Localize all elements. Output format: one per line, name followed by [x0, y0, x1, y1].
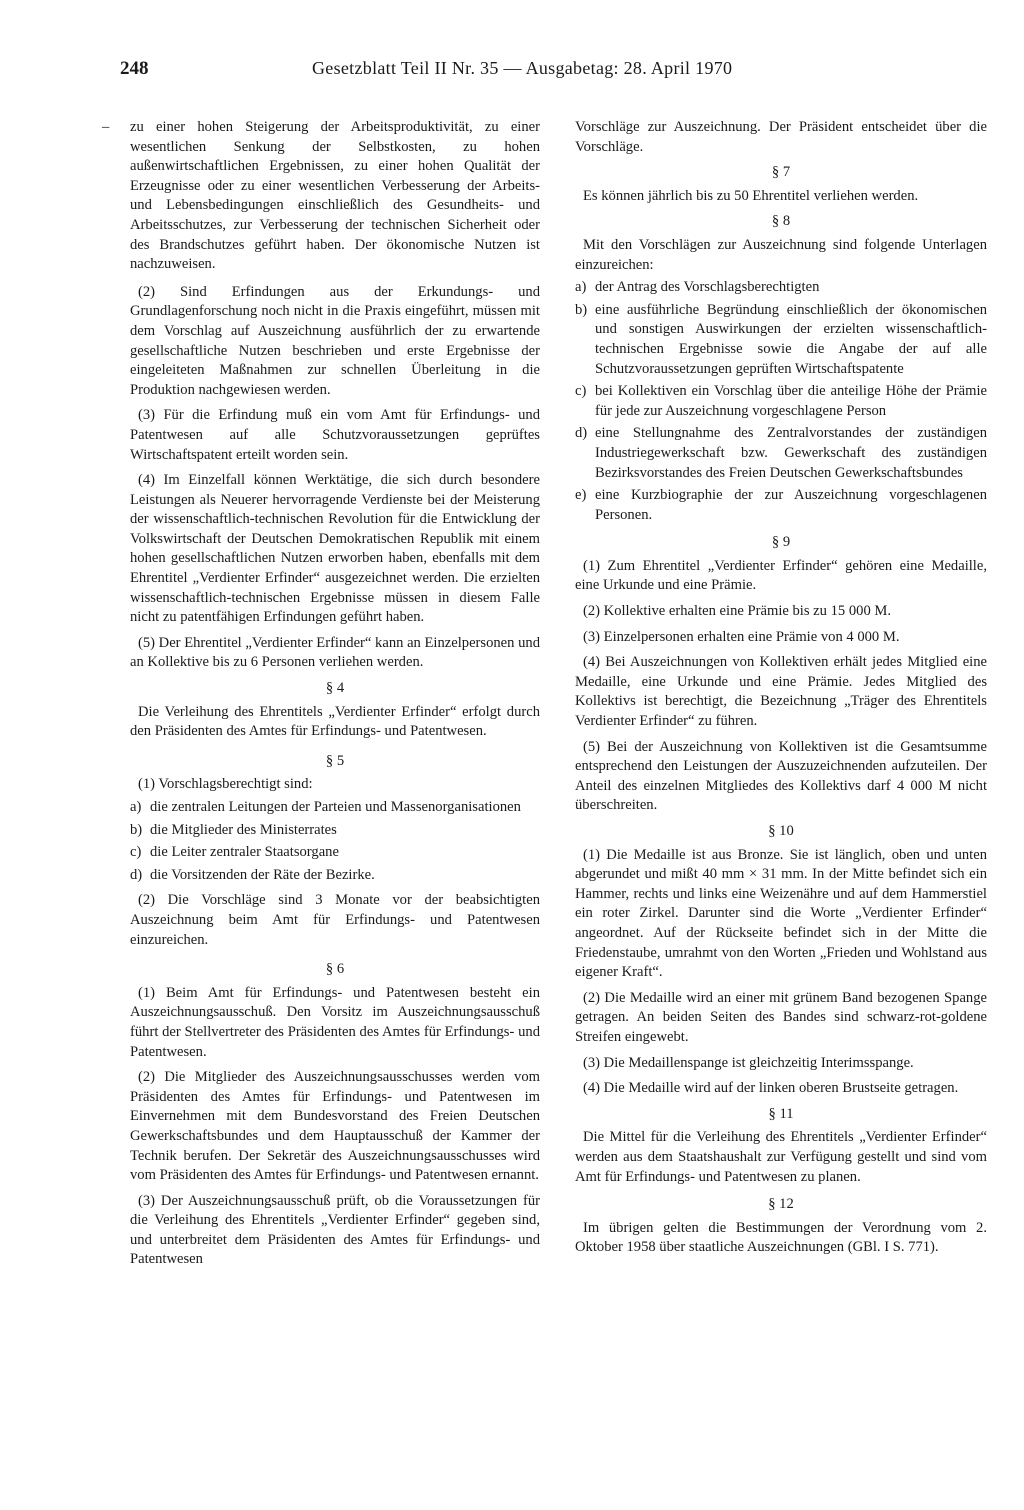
page-number: 248	[120, 58, 149, 79]
paragraph-3-2: (2) Sind Erfindungen aus der Erkundungs- und Grundlagenforschung noch nicht in die Praxis eingeführt, müssen mit dem Vorschlag auf Auszeichnung ausführlich der zu erwartende gesellschaftliche Nutzen beschrieben und erste Ergebnisse der eingeleiteten Maßnahmen zur schnellen Überleitung in die Produktion nachgewiesen werden.	[130, 283, 540, 398]
dash-bullet: –	[102, 119, 110, 135]
section-8-list	[575, 278, 987, 525]
list-label: d)	[575, 425, 588, 442]
paragraph-3-3: (3) Für die Erfindung muß ein vom Amt für Erfindungs- und Patentwesen auf alle Schutzvoraussetzungen geprüftes Wirtschaftspatent erteilt worden sein.	[130, 407, 540, 463]
list-text: die Leiter zentraler Staatsorgane	[150, 844, 339, 861]
list-item	[575, 278, 987, 298]
section-5-lead: (1) Vorschlagsberechtigt sind:	[138, 776, 313, 793]
list-label: c)	[130, 844, 142, 861]
section-6-paragraph-1: (1) Beim Amt für Erfindungs- und Patentwesen besteht ein Auszeichnungsausschuß. Den Vorsitz im Auszeichnungsausschuß führt der Stellvertreter des Präsidenten des Amtes für Erfindungs- und Patentwesen.	[130, 984, 540, 1060]
section-4-text: Die Verleihung des Ehrentitels „Verdienter Erfinder“ erfolgt durch den Präsidenten des Amtes für Erfindungs- und Patentwesen.	[130, 703, 540, 740]
page-header	[120, 58, 1020, 92]
section-9-paragraph-4: (4) Bei Auszeichnungen von Kollektiven erhält jedes Mitglied eine Medaille, eine Urkunde und eine Prämie. Jedes Mitglied des Kollektivs ist berechtigt, die Bezeichnung „Träger des Ehrentitels Verdienter Erfinder“ zu führen.	[575, 654, 987, 730]
section-9-paragraph-5: (5) Bei der Auszeichnung von Kollektiven ist die Gesamtsumme entsprechend den Leistungen der Auszuzeichnenden aufzuteilen. Der Anteil des einzelnen Mitgliedes des Kollektivs darf 4 000 M nicht überschreiten.	[575, 738, 987, 814]
section-7-text: Es können jährlich bis zu 50 Ehrentitel verliehen werden.	[583, 187, 919, 204]
section-11-text: Die Mittel für die Verleihung des Ehrentitels „Verdienter Erfinder“ werden aus dem Staatshaushalt zur Verfügung gestellt und sind vom Amt für Erfindungs- und Patentwesen zu planen.	[575, 1129, 987, 1185]
list-text: die Mitglieder des Ministerrates	[150, 821, 337, 838]
section-12-heading: § 12	[768, 1196, 794, 1213]
section-10-paragraph-3: (3) Die Medaillenspange ist gleichzeitig Interimsspange.	[583, 1054, 914, 1071]
section-5-paragraph-2: (2) Die Vorschläge sind 3 Monate vor der beabsichtigten Auszeichnung beim Amt für Erfindungs- und Patentwesen einzureichen.	[130, 892, 540, 948]
section-7-heading: § 7	[771, 164, 791, 181]
list-label: c)	[575, 383, 587, 400]
list-item	[130, 821, 540, 841]
section-9-heading: § 9	[771, 534, 791, 551]
list-text: eine Kurzbiographie der zur Auszeichnung vorgeschlagenen Personen.	[595, 487, 987, 523]
section-8-heading: § 8	[771, 213, 791, 230]
list-item	[130, 866, 540, 886]
dash-item-text: zu einer hohen Steigerung der Arbeitsproduktivität, zu einer wesentlichen Senkung der Selbstkosten, zu hohen außenwirtschaftlichen Ergebnissen, zu einer hohen Qualität der Erzeugnisse oder zu einer wesentlichen Verbesserung der Arbeits- und Lebensbedingungen einschließlich des Gesundheits- und Arbeitsschutzes, zur Verbesserung der technischen Sicherheit oder des Brandschutzes geführt haben. Der ökonomische Nutzen ist nachzuweisen.	[130, 119, 540, 273]
right-column	[575, 118, 987, 1264]
list-label: b)	[575, 301, 588, 318]
list-text: die zentralen Leitungen der Parteien und Massenorganisationen	[150, 799, 521, 815]
list-label: e)	[575, 487, 587, 504]
section-11-heading: § 11	[768, 1105, 794, 1122]
section-4-heading: § 4	[325, 680, 345, 697]
paragraph-3-5: (5) Der Ehrentitel „Verdienter Erfinder“ kann an Einzelpersonen und an Kollektive bis zu 6 Personen verliehen werden.	[130, 634, 540, 671]
list-item	[130, 798, 540, 818]
section-12-text: Im übrigen gelten die Bestimmungen der Verordnung vom 2. Oktober 1958 über staatliche Auszeichnungen (GBl. I S. 771).	[575, 1219, 987, 1256]
list-label: b)	[130, 821, 143, 838]
list-text: die Vorsitzenden der Räte der Bezirke.	[150, 866, 375, 883]
section-6-heading: § 6	[325, 961, 345, 978]
section-10-paragraph-4: (4) Die Medaille wird auf der linken oberen Brustseite getragen.	[583, 1080, 959, 1097]
list-text: der Antrag des Vorschlagsberechtigten	[595, 279, 820, 296]
paragraph-3-4: (4) Im Einzelfall können Werktätige, die sich durch besondere Leistungen als Neuerer hervorragende Verdienste bei der Meisterung der wissenschaftlich-technischen Revolution für die Entwicklung der Volkswirtschaft der Deutschen Demokratischen Republik mit einem hohen gesellschaftlichen Nutzen erworben haben, ebenfalls mit dem Ehrentitel „Verdienter Erfinder“ ausgezeichnet werden. Die erzielten wissenschaftlich-technischen Ergebnisse müssen in diesem Falle nicht zu patentfähigen Erfindungen geführt haben.	[130, 472, 540, 626]
section-6-paragraph-3: (3) Der Auszeichnungsausschuß prüft, ob die Voraussetzungen für die Verleihung des Ehrentitels „Verdienter Erfinder“ gegeben sind, und unterbreitet dem Präsidenten des Amtes für Erfindungs- und Patentwesen	[130, 1192, 540, 1268]
list-item	[575, 424, 987, 483]
section-9-paragraph-1: (1) Zum Ehrentitel „Verdienter Erfinder“ gehören eine Medaille, eine Urkunde und eine Prämie.	[575, 557, 987, 594]
list-item	[575, 301, 987, 379]
list-label: a)	[130, 799, 142, 815]
list-text: eine ausführliche Begründung einschließlich der ökonomischen und sonstigen Auswirkungen der erzielten wissenschaftlich-technischen Ergebnisse sowie die Angabe der auf alle Schutzvoraussetzungen geprüften Wirtschaftspatente	[595, 301, 987, 377]
continued-text: Vorschläge zur Auszeichnung. Der Präsident entscheidet über die Vorschläge.	[575, 119, 987, 155]
list-label: d)	[130, 866, 143, 883]
section-5-heading: § 5	[325, 752, 345, 769]
list-text: bei Kollektiven ein Vorschlag über die anteilige Höhe der Prämie für jede zur Auszeichnung vorgeschlagene Person	[595, 383, 987, 419]
section-8-lead: Mit den Vorschlägen zur Auszeichnung sind folgende Unterlagen einzureichen:	[575, 236, 987, 273]
list-label: a)	[575, 279, 587, 296]
section-10-heading: § 10	[768, 823, 794, 839]
section-5-list	[130, 798, 540, 885]
section-10-paragraph-2: (2) Die Medaille wird an einer mit grünem Band bezogenen Spange getragen. An beiden Seiten des Bandes sind schwarz-rot-goldene Streifen eingewebt.	[575, 989, 987, 1045]
list-text: eine Stellungnahme des Zentralvorstandes der zuständigen Industriegewerkschaft bzw. Gewerkschaft des zuständigen Bezirksvorstandes des Freien Deutschen Gewerkschaftsbundes	[595, 425, 987, 481]
section-9-paragraph-3: (3) Einzelpersonen erhalten eine Prämie von 4 000 M.	[583, 628, 900, 645]
list-item	[575, 382, 987, 421]
dash-list-item	[102, 118, 540, 275]
left-column	[102, 118, 540, 1276]
section-6-paragraph-2: (2) Die Mitglieder des Auszeichnungsausschusses werden vom Präsidenten des Amtes für Erfindungs- und Patentwesen im Einvernehmen mit dem Bundesvorstand des Freien Deutschen Gewerkschaftsbundes und dem Hauptausschuß der Kammer der Technik berufen. Der Sekretär des Auszeichnungsausschusses wird vom Präsidenten des Amtes für Erfindungs- und Patentwesen ernannt.	[130, 1069, 540, 1184]
list-item	[575, 486, 987, 525]
section-10-paragraph-1: (1) Die Medaille ist aus Bronze. Sie ist länglich, oben und unten abgerundet und mißt 40 mm × 31 mm. In der Mitte befindet sich ein Hammer, rechts und links eine Weizenähre und auf dem Hammerstiel ein roter Zirkel. Darunter sind die Worte „Verdienter Erfinder“ angeordnet. Auf der Rückseite befindet sich in der Mitte die Friedenstaube, umrahmt von den Worten „Frieden und Wohlstand aus eigener Kraft“.	[575, 846, 987, 981]
section-9-paragraph-2: (2) Kollektive erhalten eine Prämie bis zu 15 000 M.	[583, 603, 892, 620]
list-item	[130, 843, 540, 863]
running-title: Gesetzblatt Teil II Nr. 35 — Ausgabetag: 28. April 1970	[312, 58, 733, 78]
